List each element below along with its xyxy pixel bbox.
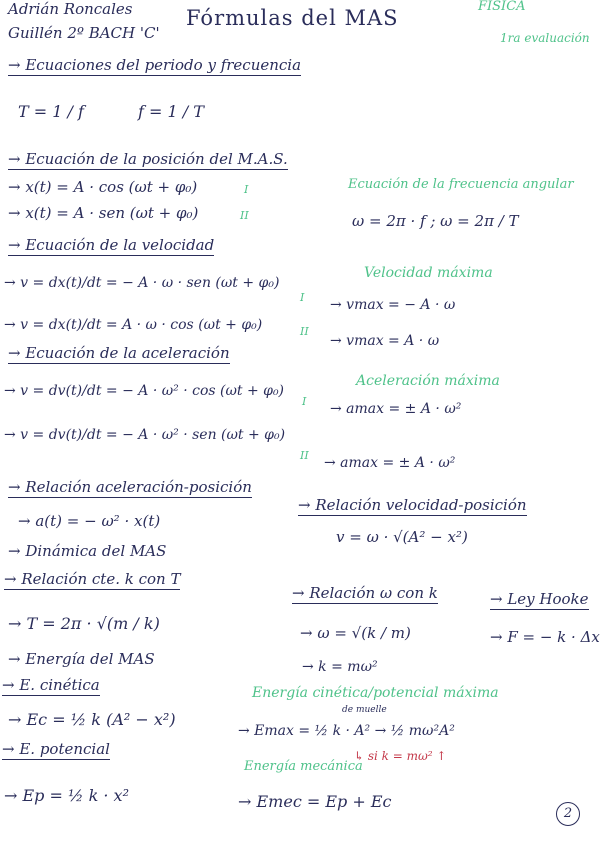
formula-mark: I	[244, 183, 249, 196]
heading-ley-hooke: → Ley Hooke	[490, 590, 589, 608]
formula-mark: I	[300, 291, 305, 304]
formula-max-energy: → Emax = ½ k · A² → ½ mω²A²	[238, 723, 455, 739]
formula-period-spring: → T = 2π · √(m / k)	[8, 614, 160, 633]
formula-vmax-negative: → vmax = − A · ω	[330, 297, 456, 313]
formula-frequency: f = 1 / T	[138, 102, 204, 121]
heading-periodo-frecuencia: → Ecuaciones del periodo y frecuencia	[8, 56, 302, 74]
heading-energia-cinetica: → E. cinética	[2, 676, 100, 694]
heading-velocidad: → Ecuación de la velocidad	[8, 236, 215, 254]
formula-mark: I	[302, 395, 307, 408]
heading-energia: → Energía del MAS	[8, 650, 155, 668]
author-name: Adrián Roncales	[8, 0, 133, 18]
heading-aceleracion-posicion: → Relación aceleración-posición	[8, 478, 252, 496]
heading-energia-mecanica: Energía mecánica	[244, 759, 363, 774]
formula-k-m-omega: → k = mω²	[302, 659, 378, 675]
heading-velocidad-posicion: → Relación velocidad-posición	[298, 496, 527, 514]
heading-omega-k: → Relación ω con k	[292, 584, 438, 602]
formula-hooke: → F = − k · Δx	[490, 628, 600, 646]
heading-aceleracion-maxima: Aceleración máxima	[356, 373, 500, 389]
heading-energia-potencial: → E. potencial	[2, 740, 110, 758]
heading-aceleracion: → Ecuación de la aceleración	[8, 344, 230, 362]
formula-amax-first: → amax = ± A · ω²	[330, 401, 462, 417]
formula-kinetic-energy: → Ec = ½ k (A² − x²)	[8, 710, 176, 729]
formula-mark: II	[240, 209, 249, 222]
annotation-de-muelle: de muelle	[342, 705, 387, 715]
formula-period: T = 1 / f	[18, 102, 84, 121]
heading-dinamica: → Dinámica del MAS	[8, 542, 167, 560]
formula-amax-second: → amax = ± A · ω²	[324, 455, 456, 471]
formula-omega-k: → ω = √(k / m)	[300, 624, 411, 642]
formula-acceleration-position: → a(t) = − ω² · x(t)	[18, 512, 161, 530]
formula-mechanical-energy: → Emec = Ep + Ec	[238, 792, 392, 811]
annotation-si-k: ↳ si k = mω² ↑	[354, 749, 447, 763]
heading-k-periodo: → Relación cte. k con T	[4, 570, 181, 588]
heading-frecuencia-angular: Ecuación de la frecuencia angular	[348, 177, 574, 192]
subject-label: FISICA	[478, 0, 526, 14]
formula-acceleration-sen: → v = dv(t)/dt = − A · ω² · sen (ωt + φ₀)	[4, 427, 286, 443]
heading-velocidad-maxima: Velocidad máxima	[364, 265, 493, 281]
formula-mark: II	[300, 325, 309, 338]
page-title: Fórmulas del MAS	[186, 6, 399, 30]
formula-potential-energy: → Ep = ½ k · x²	[4, 786, 129, 805]
page-number: 2	[556, 802, 580, 826]
formula-velocity-sen: → v = dx(t)/dt = − A · ω · sen (ωt + φ₀)	[4, 275, 280, 291]
formula-acceleration-cos: → v = dv(t)/dt = − A · ω² · cos (ωt + φ₀)	[4, 383, 285, 399]
formula-position-cos: → x(t) = A · cos (ωt + φ₀)	[8, 178, 198, 196]
formula-mark: II	[300, 449, 309, 462]
evaluation-label: 1ra evaluación	[500, 31, 590, 45]
author-surname-class: Guillén 2º BACH 'C'	[8, 24, 160, 42]
formula-vmax-positive: → vmax = A · ω	[330, 333, 440, 349]
heading-energia-maxima: Energía cinética/potencial máxima	[252, 685, 499, 701]
formula-velocity-position: v = ω · √(A² − x²)	[336, 528, 468, 546]
formula-angular-frequency: ω = 2π · f ; ω = 2π / T	[352, 212, 519, 230]
formula-position-sen: → x(t) = A · sen (ωt + φ₀)	[8, 204, 199, 222]
formula-velocity-cos: → v = dx(t)/dt = A · ω · cos (ωt + φ₀)	[4, 317, 263, 333]
heading-posicion: → Ecuación de la posición del M.A.S.	[8, 150, 288, 168]
